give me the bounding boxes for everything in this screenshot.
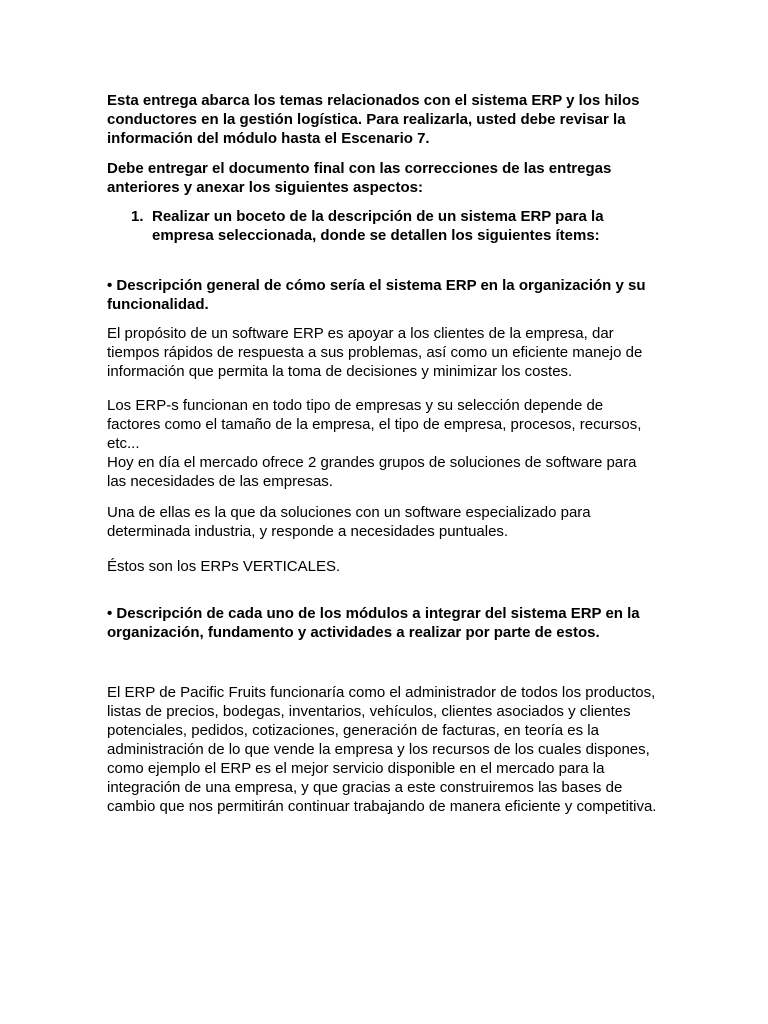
paragraph-line: potenciales, pedidos, cotizaciones, generación de facturas, en teoría es la: [107, 722, 599, 739]
body-paragraph-erp-types: [107, 396, 667, 491]
paragraph-line: factores como el tamaño de la empresa, el tipo de empresa, procesos, recursos,: [107, 416, 642, 433]
instruction-paragraph: [107, 159, 667, 197]
paragraph-line: administración de lo que vende la empresa y los recursos de los cuales dispones,: [107, 741, 650, 758]
paragraph-line: tiempos rápidos de respuesta a sus problemas, así como un eficiente manejo de: [107, 344, 643, 361]
heading-line: funcionalidad.: [107, 296, 209, 313]
paragraph-line: integración de una empresa, y que gracias a este construiremos las bases de: [107, 779, 623, 796]
instruction-line: anteriores y anexar los siguientes aspectos:: [107, 179, 423, 196]
body-paragraph-pacific-fruits: [107, 683, 667, 816]
paragraph-line: información que permita la toma de decisiones y minimizar los costes.: [107, 363, 573, 380]
paragraph-line: cambio que nos permitirán continuar trabajando de manera eficiente y competitiva.: [107, 798, 657, 815]
heading-line: • Descripción de cada uno de los módulos a integrar del sistema ERP en la: [107, 605, 640, 622]
list-number: 1.: [131, 208, 144, 225]
heading-line: • Descripción general de cómo sería el sistema ERP en la organización y su: [107, 277, 646, 294]
paragraph-line: Hoy en día el mercado ofrece 2 grandes grupos de soluciones de software para: [107, 454, 637, 471]
paragraph-line: determinada industria, y responde a necesidades puntuales.: [107, 523, 509, 540]
paragraph-line: como ejemplo el ERP es el mejor servicio disponible en el mercado para la: [107, 760, 605, 777]
paragraph-line: Los ERP-s funcionan en todo tipo de empresas y su selección depende de: [107, 397, 604, 414]
intro-line: Esta entrega abarca los temas relacionados con el sistema ERP y los hilos: [107, 92, 640, 109]
heading-line: organización, fundamento y actividades a realizar por parte de estos.: [107, 624, 600, 641]
intro-line: conductores en la gestión logística. Para realizarla, usted debe revisar la: [107, 111, 626, 128]
intro-paragraph: [107, 91, 667, 148]
paragraph-line: Éstos son los ERPs VERTICALES.: [107, 558, 341, 575]
paragraph-line: las necesidades de las empresas.: [107, 473, 333, 490]
paragraph-line: listas de precios, bodegas, inventarios, vehículos, clientes asociados y clientes: [107, 703, 631, 720]
list-item-text: [152, 207, 604, 245]
numbered-list-item: [107, 207, 667, 247]
instruction-line: Debe entregar el documento final con las correcciones de las entregas: [107, 160, 612, 177]
paragraph-line: El ERP de Pacific Fruits funcionaría como el administrador de todos los productos,: [107, 684, 656, 701]
list-item-line: empresa seleccionada, donde se detallen los siguientes ítems:: [152, 227, 600, 244]
list-item-line: Realizar un boceto de la descripción de un sistema ERP para la: [152, 208, 604, 225]
section-heading-general-description: [107, 276, 667, 314]
paragraph-line: El propósito de un software ERP es apoyar a los clientes de la empresa, dar: [107, 325, 614, 342]
paragraph-line: etc...: [107, 435, 140, 452]
body-paragraph-specialized: [107, 503, 667, 541]
body-paragraph-verticals: [107, 557, 667, 576]
paragraph-line: Una de ellas es la que da soluciones con un software especializado para: [107, 504, 591, 521]
intro-line: información del módulo hasta el Escenario 7.: [107, 130, 430, 147]
section-heading-modules: [107, 604, 667, 642]
body-paragraph-purpose: [107, 324, 667, 381]
